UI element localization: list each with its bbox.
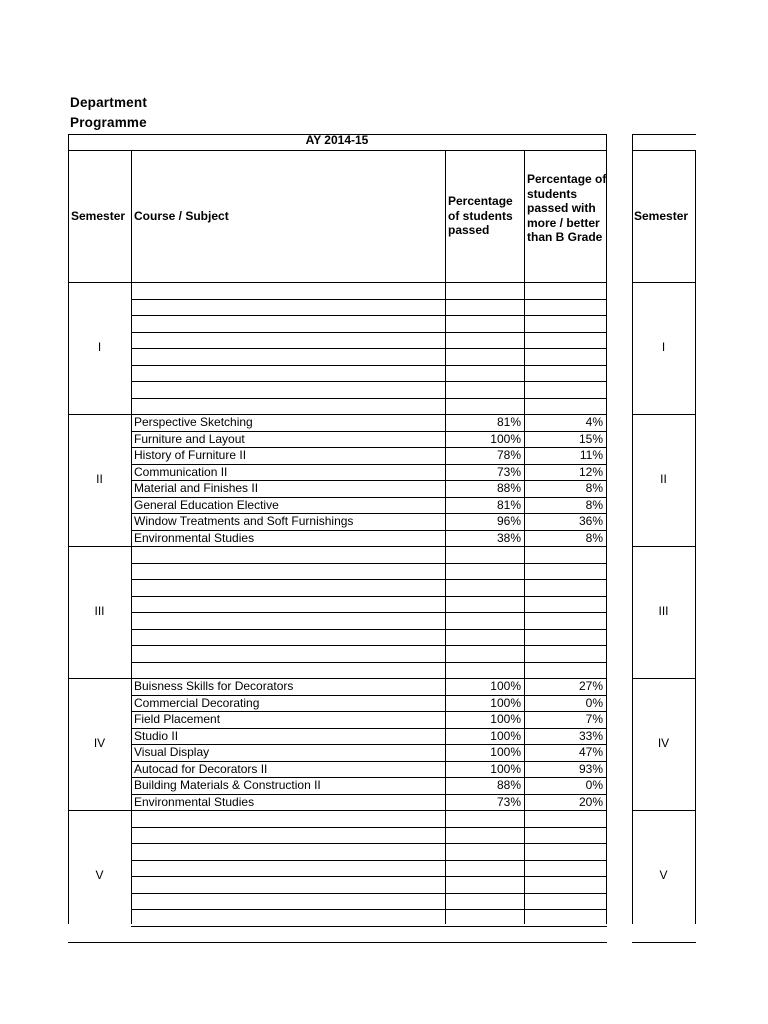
pct-bgrade-value: 8% <box>585 481 603 495</box>
semester-label: III <box>94 604 105 618</box>
course-name: Building Materials & Construction II <box>134 778 321 792</box>
pct-bgrade-value: 27% <box>578 679 603 693</box>
pct-passed-value: 88% <box>496 481 521 495</box>
row-line <box>131 909 607 910</box>
row-line <box>131 629 607 630</box>
row-line <box>131 348 607 349</box>
pct-bgrade-value: 15% <box>578 432 603 446</box>
pct-passed-value: 100% <box>490 762 521 776</box>
pct-passed-value: 88% <box>496 778 521 792</box>
pct-bgrade-value: 0% <box>585 778 603 792</box>
pct-passed-value: 100% <box>490 712 521 726</box>
row-line <box>131 596 607 597</box>
programme-label: Programme <box>70 115 147 130</box>
row-line <box>131 299 607 300</box>
right-semester-label: II <box>660 472 667 486</box>
pct-bgrade-value: 4% <box>585 415 603 429</box>
semester-label: I <box>97 340 102 354</box>
course-name: Commercial Decorating <box>134 696 260 710</box>
pct-passed-value: 100% <box>490 432 521 446</box>
right-semester-border <box>632 414 696 415</box>
course-name: History of Furniture II <box>134 448 247 462</box>
right-semester-header: Semester <box>634 209 689 223</box>
right-header-border <box>632 282 696 283</box>
semester-label: II <box>96 472 103 486</box>
pct-bgrade-value: 12% <box>578 465 603 479</box>
course-name: Window Treatments and Soft Furnishings <box>134 514 354 528</box>
right-semester-label: IV <box>657 736 670 750</box>
pct-bgrade-value: 93% <box>578 762 603 776</box>
pct-passed-value: 100% <box>490 745 521 759</box>
pct-bgrade-value: 7% <box>585 712 603 726</box>
pct-bgrade-value: 36% <box>578 514 603 528</box>
row-line <box>131 332 607 333</box>
pct-bgrade-value: 11% <box>579 448 603 462</box>
course-name: Autocad for Decorators II <box>134 762 268 776</box>
course-name: Furniture and Layout <box>134 432 245 446</box>
right-col-divider <box>695 150 696 924</box>
header-bottom-border <box>68 282 607 283</box>
year-row-border <box>68 150 607 151</box>
right-semester-border <box>632 942 696 943</box>
col-course-header: Course / Subject <box>134 209 229 223</box>
row-line <box>131 365 607 366</box>
pct-bgrade-value: 20% <box>578 795 603 809</box>
pct-passed-value: 38% <box>496 531 521 545</box>
right-table-left <box>632 134 633 924</box>
pct-passed-value: 96% <box>496 514 521 528</box>
pct-passed-value: 81% <box>496 498 521 512</box>
course-name: Environmental Studies <box>134 531 255 545</box>
pct-passed-value: 100% <box>490 696 521 710</box>
row-line <box>131 876 607 877</box>
row-line <box>131 926 607 927</box>
course-name: Communication II <box>134 465 228 479</box>
right-semester-label: V <box>659 868 668 882</box>
row-line <box>131 662 607 663</box>
course-name: Perspective Sketching <box>134 415 253 429</box>
pct-bgrade-value: 8% <box>585 531 603 545</box>
right-semester-border <box>632 678 696 679</box>
row-line <box>131 893 607 894</box>
right-table-top <box>632 134 696 135</box>
right-semester-border <box>632 546 696 547</box>
row-line <box>131 843 607 844</box>
semester-border <box>68 546 607 547</box>
course-name: Buisness Skills for Decorators <box>134 679 294 693</box>
pct-bgrade-value: 0% <box>585 696 603 710</box>
row-line <box>131 860 607 861</box>
table-left-border <box>68 134 69 924</box>
row-line <box>131 381 607 382</box>
pct-passed-value: 73% <box>496 465 521 479</box>
semester-border <box>68 942 607 943</box>
semester-label: V <box>95 868 104 882</box>
course-name: Environmental Studies <box>134 795 255 809</box>
semester-label: IV <box>93 736 106 750</box>
col-divider <box>131 150 132 924</box>
course-name: Visual Display <box>134 745 210 759</box>
semester-border <box>68 810 607 811</box>
pct-passed-value: 100% <box>490 679 521 693</box>
row-line <box>131 563 607 564</box>
table-right-border <box>606 134 607 924</box>
course-name: Studio II <box>134 729 179 743</box>
row-line <box>131 612 607 613</box>
row-line <box>131 315 607 316</box>
pct-bgrade-value: 47% <box>578 745 603 759</box>
right-semester-label: III <box>658 604 669 618</box>
pct-passed-value: 73% <box>496 795 521 809</box>
year-label: AY 2014-15 <box>305 133 369 147</box>
right-semester-label: I <box>661 340 666 354</box>
row-line <box>131 645 607 646</box>
row-line <box>131 827 607 828</box>
right-year-row-border <box>632 150 696 151</box>
right-semester-border <box>632 810 696 811</box>
pct-bgrade-value: 8% <box>585 498 603 512</box>
row-line <box>131 579 607 580</box>
row-line <box>131 398 607 399</box>
pct-bgrade-value: 33% <box>578 729 603 743</box>
pct-passed-value: 78% <box>496 448 521 462</box>
pct-passed-value: 81% <box>496 415 521 429</box>
pct-passed-value: 100% <box>490 729 521 743</box>
course-name: General Education Elective <box>134 498 279 512</box>
course-name: Material and Finishes II <box>134 481 259 495</box>
col-passed-header: Percentage of students passed <box>448 194 513 237</box>
col-bgrade-header: Percentage of students passed with more / better than B Grade <box>527 172 607 244</box>
col-semester-header: Semester <box>71 209 126 223</box>
department-label: Department <box>70 95 148 110</box>
course-name: Field Placement <box>134 712 221 726</box>
